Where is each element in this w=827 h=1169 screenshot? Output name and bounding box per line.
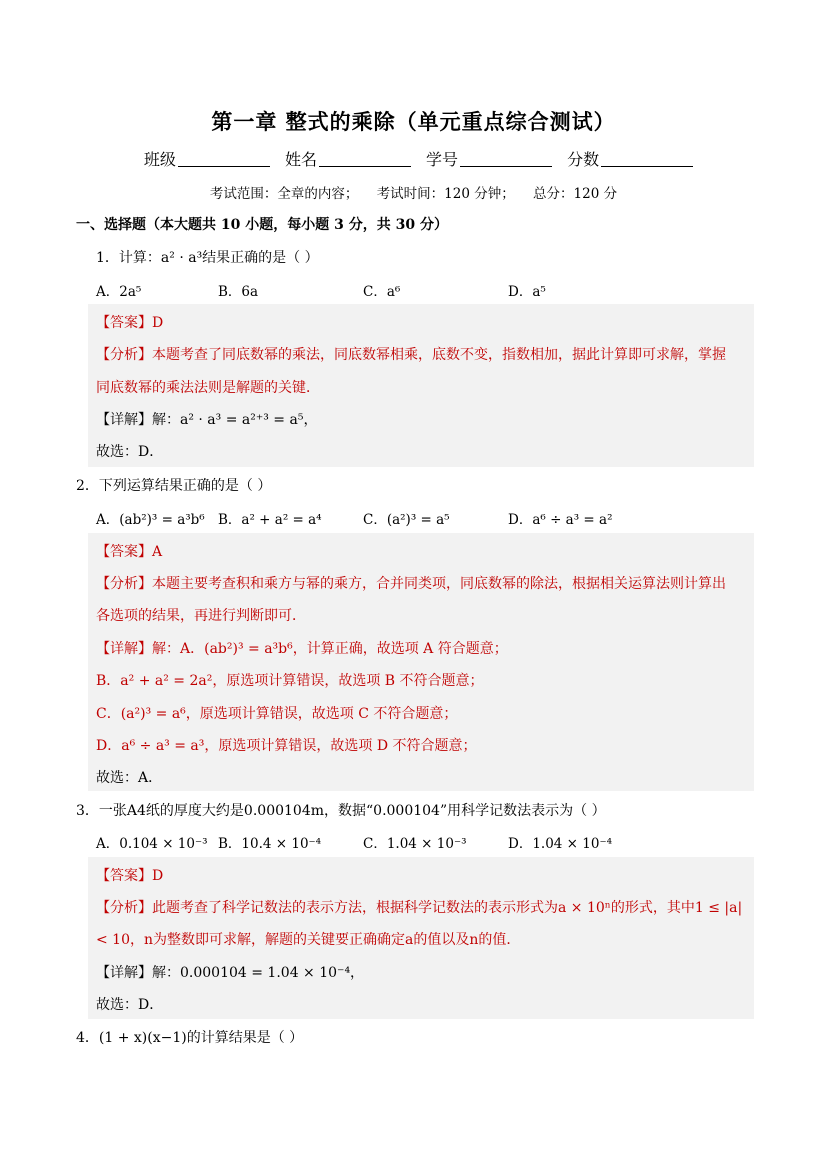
option-a: A．0.104 × 10⁻³ (96, 836, 208, 852)
question-1-stem: 1．计算：a² · a³结果正确的是（ ） (96, 250, 319, 266)
option-d: D．a⁵ (508, 284, 546, 300)
detail: 【详解】解：0.000104 = 1.04 × 10⁻⁴， (96, 965, 365, 981)
field-name-label: 姓名 (284, 150, 317, 169)
page-title: 第一章 整式的乘除（单元重点综合测试） (211, 109, 616, 134)
question-3-answer-box (88, 857, 754, 1019)
choose: 故选：A． (96, 770, 163, 786)
detail: 【详解】解：a² · a³ = a²⁺³ = a⁵， (96, 412, 318, 428)
exam-meta (0, 182, 827, 202)
question-2-answer-box (88, 533, 754, 791)
detail-line-c: C．(a²)³ = a⁶，原选项计算错误，故选项 C 不符合题意； (96, 706, 458, 722)
option-d: D．a⁶ ÷ a³ = a² (508, 512, 613, 528)
detail-line-d: D．a⁶ ÷ a³ = a³，原选项计算错误，故选项 D 不符合题意； (96, 738, 477, 754)
answer: 【答案】D (96, 315, 164, 331)
analysis-line-1: 【分析】此题考查了科学记数法的表示方法，根据科学记数法的表示形式为a × 10ⁿ的形式，其中1 ≤ |a| (96, 900, 743, 916)
question-4-stem: 4．(1 + x)(x−1)的计算结果是（ ） (76, 1030, 304, 1046)
option-c: C．a⁶ (363, 284, 401, 300)
analysis-line-2: < 10，n为整数即可求解，解题的关键要正确确定a的值以及n的值． (96, 932, 521, 948)
answer: 【答案】A (96, 544, 163, 560)
option-a: A．(ab²)³ = a³b⁶ (96, 512, 205, 528)
field-class-label: 班级 (143, 150, 176, 169)
field-score-blank (601, 150, 693, 167)
field-score-label: 分数 (567, 150, 600, 169)
detail: 【详解】解：A．(ab²)³ = a³b⁶，计算正确，故选项 A 符合题意； (96, 641, 508, 657)
field-name-blank (319, 150, 411, 167)
field-id-blank (460, 150, 552, 167)
field-id-label: 学号 (426, 150, 459, 169)
field-class-blank (178, 150, 270, 167)
option-b: B．10.4 × 10⁻⁴ (218, 836, 322, 852)
question-2-stem: 2．下列运算结果正确的是（ ） (76, 478, 272, 494)
option-b: B．6a (218, 284, 259, 300)
option-d: D．1.04 × 10⁻⁴ (508, 836, 612, 852)
exam-time: 考试时间：120 分钟； (376, 186, 515, 202)
detail-line-b: B．a² + a² = 2a²，原选项计算错误，故选项 B 不符合题意； (96, 673, 484, 689)
analysis-line-1: 【分析】本题考查了同底数幂的乘法，同底数幂相乘，底数不变，指数相加，据此计算即可求解，掌握 (96, 347, 726, 363)
analysis-line-2: 各选项的结果，再进行判断即可． (96, 608, 306, 624)
option-b: B．a² + a² = a⁴ (218, 512, 322, 528)
option-c: C．1.04 × 10⁻³ (363, 836, 467, 852)
answer: 【答案】D (96, 868, 164, 884)
exam-scope: 考试范围：全章的内容； (209, 186, 359, 202)
option-c: C．(a²)³ = a⁵ (363, 512, 450, 528)
exam-total: 总分：120 分 (533, 186, 618, 202)
choose: 故选：D． (96, 997, 164, 1013)
option-a: A．2a⁵ (96, 284, 142, 300)
analysis-line-1: 【分析】本题主要考查积和乘方与幂的乘方，合并同类项，同底数幂的除法，根据相关运算法则计算出 (96, 576, 726, 592)
analysis-line-2: 同底数幂的乘法法则是解题的关键． (96, 380, 320, 396)
question-1-answer-box (88, 304, 754, 467)
student-info-line (0, 147, 827, 170)
choose: 故选：D． (96, 444, 164, 460)
question-3-stem: 3．一张A4纸的厚度大约是0.000104m，数据“0.000104”用科学记数法表示为（ ） (76, 803, 606, 819)
section-heading: 一、选择题（本大题共 10 小题，每小题 3 分，共 30 分） (76, 217, 448, 233)
